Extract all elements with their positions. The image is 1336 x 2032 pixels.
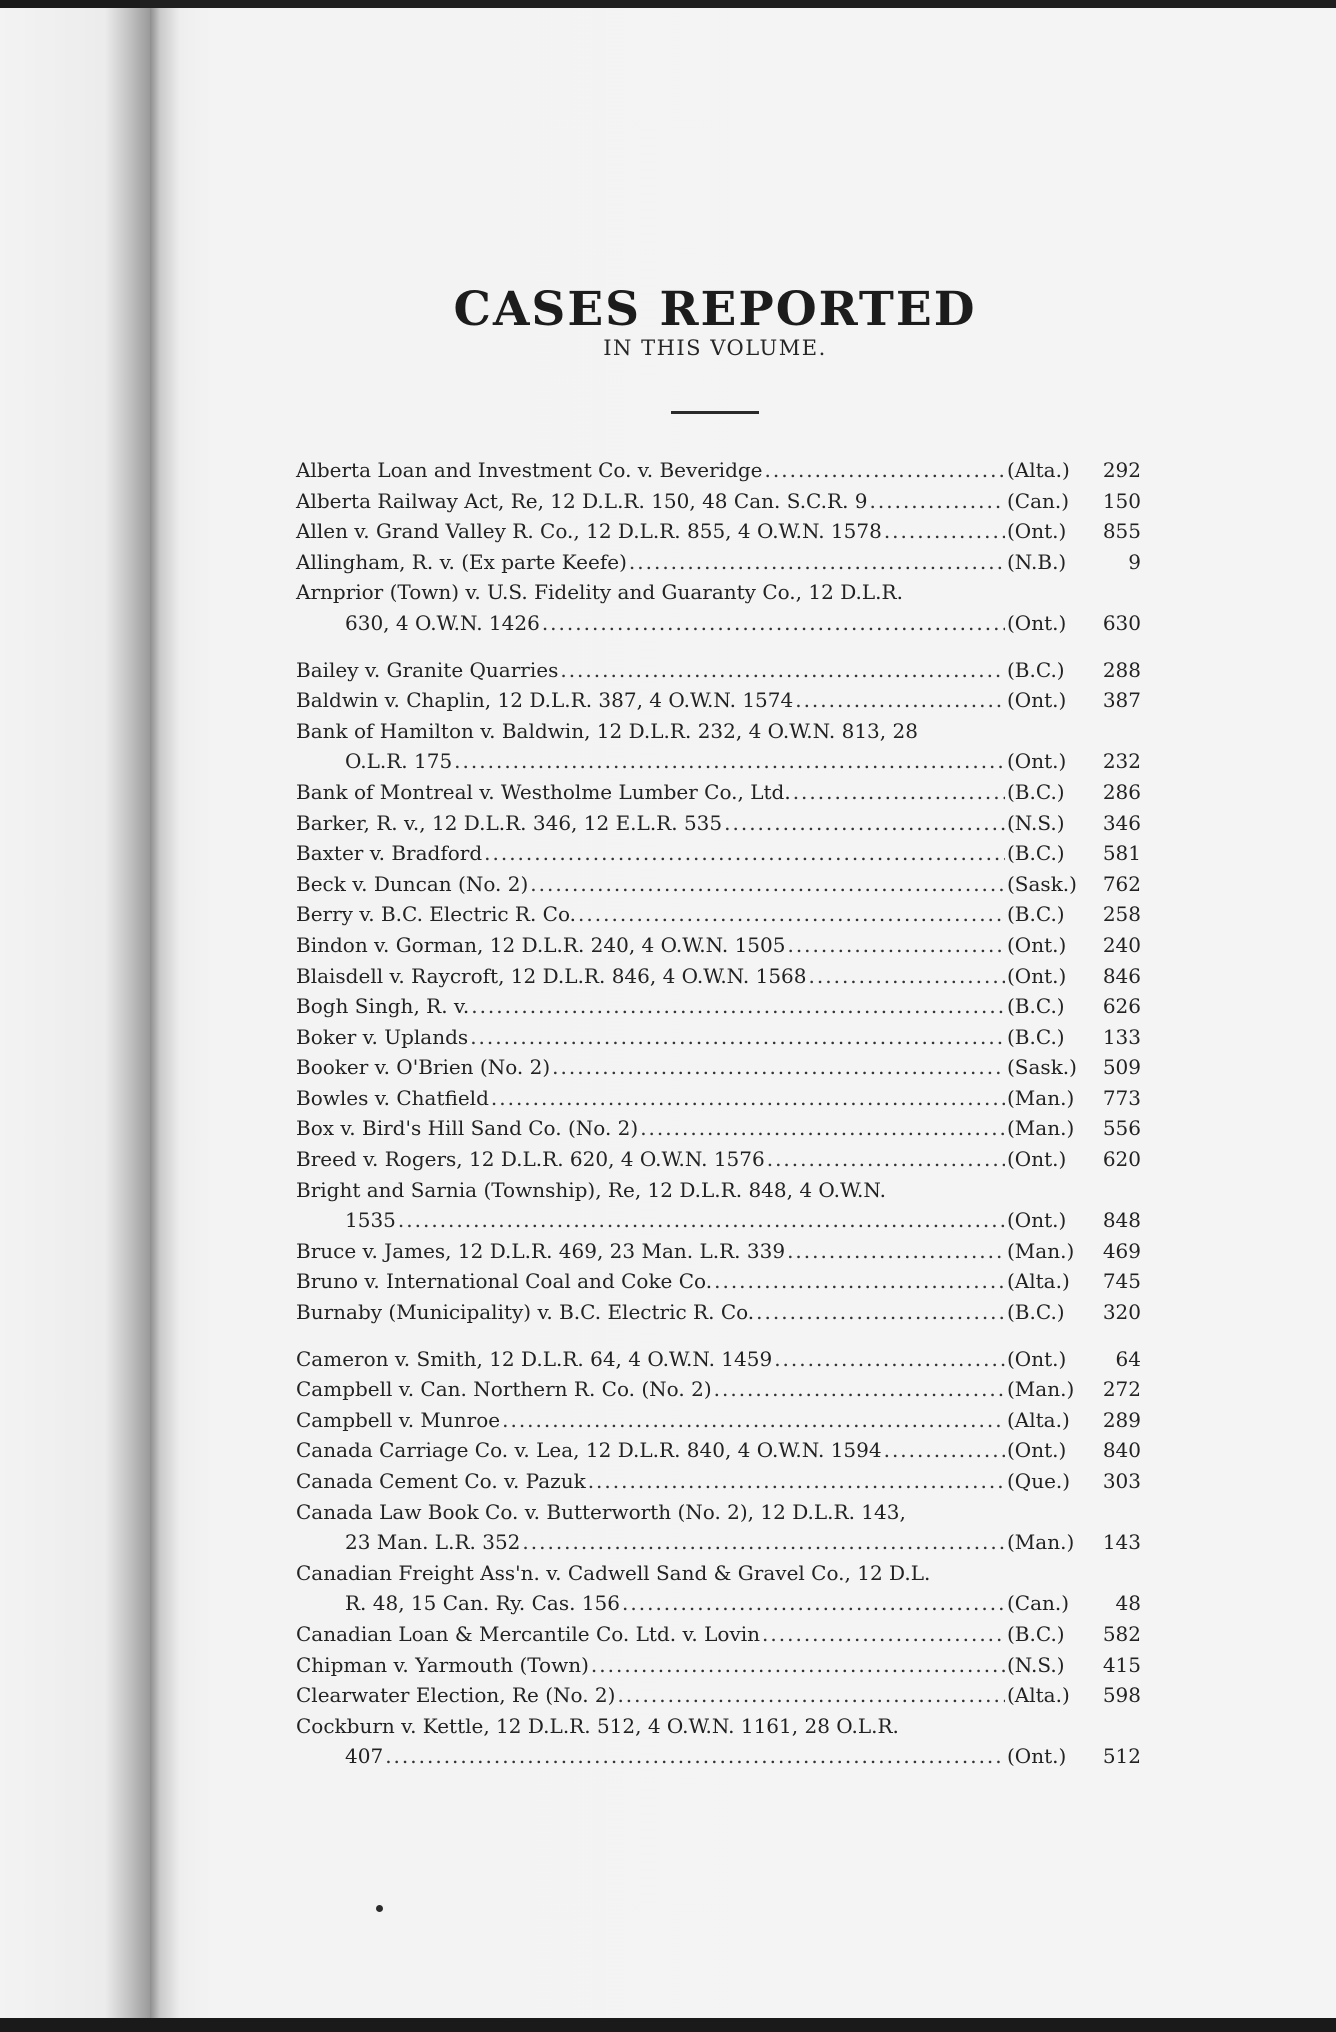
case-line [296, 899, 1141, 930]
court-abbrev: (Man.) [1007, 1377, 1075, 1402]
case-group [296, 1344, 1141, 1772]
dot-leader [809, 961, 1005, 992]
case-line [296, 1022, 1141, 1053]
case-line [296, 455, 1141, 486]
group-gap [296, 639, 1141, 655]
case-group [296, 655, 1141, 1328]
case-citation: Breed v. Rogers, 12 D.L.R. 620, 4 O.W.N. 1576 [296, 1147, 765, 1172]
court-abbrev: (N.S.) [1007, 1652, 1065, 1677]
dot-leader [884, 516, 1005, 547]
dot-leader [560, 655, 1005, 686]
page-number: 626 [1102, 994, 1141, 1019]
dot-leader [470, 1022, 1005, 1053]
dot-leader [591, 1650, 1005, 1681]
case-line [296, 930, 1141, 961]
page-number: 303 [1102, 1469, 1141, 1493]
case-citation: Clearwater Election, Re (No. 2) [296, 1683, 616, 1708]
dot-leader [765, 455, 1005, 486]
case-line [296, 608, 1141, 639]
case-citation: Blaisdell v. Raycroft, 12 D.L.R. 846, 4 O.W.N. 1568 [296, 963, 807, 988]
case-citation: Campbell v. Munroe [296, 1407, 501, 1432]
page-number: 232 [1102, 749, 1141, 774]
case-citation: Burnaby (Municipality) v. B.C. Electric R. Co. [296, 1300, 755, 1325]
case-entry [296, 547, 1141, 578]
case-citation: Canada Carriage Co. v. Lea, 12 D.L.R. 840, 4 O.W.N. 1594 [296, 1438, 882, 1463]
dot-leader [787, 1236, 1005, 1267]
case-citation: Canada Cement Co. v. Pazuk [296, 1469, 586, 1493]
case-line [296, 991, 1141, 1022]
page-number: 387 [1102, 688, 1141, 713]
case-line [296, 1344, 1141, 1375]
case-citation: Barker, R. v., 12 D.L.R. 346, 12 E.L.R. 535 [296, 810, 723, 835]
case-entry [296, 961, 1141, 992]
case-line [296, 1205, 1141, 1236]
case-citation: Alberta Loan and Investment Co. v. Beveridge [296, 458, 763, 482]
court-abbrev: (Alta.) [1007, 458, 1070, 482]
case-line [296, 1083, 1141, 1114]
case-citation: Canadian Freight Ass'n. v. Cadwell Sand & Gravel Co., 12 D.L. [296, 1560, 931, 1585]
dot-leader [385, 1741, 1005, 1772]
case-line [296, 1466, 1141, 1497]
dot-leader [870, 486, 1005, 517]
dot-leader [756, 1297, 1005, 1328]
case-citation: Bailey v. Granite Quarries [296, 657, 559, 682]
page-number: 272 [1102, 1377, 1141, 1402]
case-citation: Beck v. Duncan (No. 2) [296, 871, 529, 896]
case-citation: Bank of Hamilton v. Baldwin, 12 D.L.R. 232, 4 O.W.N. 813, 28 [296, 718, 918, 743]
case-line [296, 516, 1141, 547]
dot-leader [542, 608, 1005, 639]
case-entry [296, 1022, 1141, 1053]
case-entry [296, 1558, 1141, 1619]
case-line [296, 961, 1141, 992]
page-number: 288 [1102, 657, 1141, 682]
case-entry [296, 1083, 1141, 1114]
case-line [296, 547, 1141, 578]
case-line [296, 1741, 1141, 1772]
court-abbrev: (B.C.) [1007, 902, 1065, 927]
case-entry [296, 777, 1141, 808]
case-line [296, 486, 1141, 517]
case-line [296, 1052, 1141, 1083]
case-line [296, 1405, 1141, 1436]
court-abbrev: (Ont.) [1007, 1208, 1067, 1233]
case-line [296, 777, 1141, 808]
case-entry [296, 1711, 1141, 1772]
page-number: 581 [1102, 841, 1141, 866]
cases-list [296, 455, 1141, 1772]
case-citation: 630, 4 O.W.N. 1426 [345, 610, 540, 635]
court-abbrev: (Man.) [1007, 1238, 1075, 1263]
court-abbrev: (Ont.) [1007, 610, 1067, 635]
case-line [296, 685, 1141, 716]
case-entry [296, 1619, 1141, 1650]
case-citation: Berry v. B.C. Electric R. Co. [296, 902, 577, 927]
dot-leader [454, 746, 1005, 777]
court-abbrev: (Alta.) [1007, 1407, 1070, 1432]
case-citation: 407 [345, 1744, 384, 1769]
dot-leader [793, 777, 1005, 808]
dot-leader [617, 1680, 1005, 1711]
court-abbrev: (Ont.) [1007, 932, 1067, 957]
court-abbrev: (Alta.) [1007, 1269, 1070, 1294]
case-citation: Arnprior (Town) v. U.S. Fidelity and Guaranty Co., 12 D.L.R. [296, 580, 903, 605]
case-line [296, 1497, 1141, 1528]
dot-leader [787, 930, 1005, 961]
case-entry [296, 991, 1141, 1022]
case-citation: Allingham, R. v. (Ex parte Keefe) [296, 549, 627, 574]
dot-leader [588, 1466, 1005, 1497]
case-citation: 23 Man. L.R. 352 [345, 1530, 521, 1555]
court-abbrev: (Man.) [1007, 1530, 1075, 1555]
page-dot [376, 1905, 383, 1912]
page-number: 620 [1102, 1147, 1141, 1172]
case-citation: Box v. Bird's Hill Sand Co. (No. 2) [296, 1116, 639, 1141]
case-citation: R. 48, 15 Can. Ry. Cas. 156 [345, 1591, 621, 1616]
court-abbrev: (B.C.) [1007, 841, 1065, 866]
case-line [296, 1113, 1141, 1144]
dot-leader [767, 1144, 1005, 1175]
page-number: 762 [1102, 871, 1141, 896]
dot-leader [622, 1588, 1005, 1619]
case-line [296, 1558, 1141, 1589]
case-entry [296, 1405, 1141, 1436]
case-entry [296, 1497, 1141, 1558]
case-entry [296, 869, 1141, 900]
case-line [296, 1175, 1141, 1206]
page-number: 556 [1102, 1116, 1141, 1141]
case-entry [296, 899, 1141, 930]
case-entry [296, 1466, 1141, 1497]
court-abbrev: (Sask.) [1007, 1055, 1077, 1080]
case-line [296, 1711, 1141, 1742]
page-number: 598 [1102, 1683, 1141, 1708]
case-citation: Bowles v. Chatfield [296, 1085, 489, 1110]
title-divider [671, 411, 759, 414]
court-abbrev: (B.C.) [1007, 779, 1065, 804]
case-entry [296, 1052, 1141, 1083]
case-citation: Baxter v. Bradford [296, 841, 483, 866]
case-line [296, 1650, 1141, 1681]
case-entry [296, 1680, 1141, 1711]
case-line [296, 1588, 1141, 1619]
case-citation: Bank of Montreal v. Westholme Lumber Co., Ltd. [296, 779, 791, 804]
case-citation: Bruno v. International Coal and Coke Co. [296, 1269, 713, 1294]
dot-leader [795, 685, 1005, 716]
page-subtitle: IN THIS VOLUME. [603, 336, 827, 360]
page-number: 320 [1102, 1300, 1141, 1325]
case-entry [296, 1297, 1141, 1328]
case-citation: Allen v. Grand Valley R. Co., 12 D.L.R. 855, 4 O.W.N. 1578 [296, 519, 882, 544]
page-number: 240 [1102, 932, 1141, 957]
page-number: 773 [1102, 1085, 1141, 1110]
case-citation: Bindon v. Gorman, 12 D.L.R. 240, 4 O.W.N. 1505 [296, 932, 786, 957]
court-abbrev: (B.C.) [1007, 1300, 1065, 1325]
case-line [296, 655, 1141, 686]
page-number: 150 [1102, 488, 1141, 513]
case-citation: Booker v. O'Brien (No. 2) [296, 1055, 551, 1080]
case-line [296, 838, 1141, 869]
case-entry [296, 577, 1141, 638]
case-entry [296, 486, 1141, 517]
case-citation: Canada Law Book Co. v. Butterworth (No. 2), 12 D.L.R. 143, [296, 1499, 906, 1524]
dot-leader [491, 1083, 1005, 1114]
court-abbrev: (Man.) [1007, 1085, 1075, 1110]
case-citation: Bogh Singh, R. v. [296, 994, 470, 1019]
case-entry [296, 1435, 1141, 1466]
dot-leader [471, 991, 1005, 1022]
case-citation: Campbell v. Can. Northern R. Co. (No. 2) [296, 1377, 712, 1402]
court-abbrev: (Ont.) [1007, 963, 1067, 988]
case-entry [296, 1374, 1141, 1405]
case-line [296, 1680, 1141, 1711]
page-number: 346 [1102, 810, 1141, 835]
case-line [296, 1266, 1141, 1297]
case-entry [296, 808, 1141, 839]
page-number: 582 [1102, 1621, 1141, 1646]
case-line [296, 1297, 1141, 1328]
page-number: 64 [1115, 1346, 1141, 1371]
case-entry [296, 655, 1141, 686]
dot-leader [629, 547, 1005, 578]
page-number: 286 [1102, 779, 1141, 804]
case-citation: Boker v. Uplands [296, 1024, 469, 1049]
case-citation: Baldwin v. Chaplin, 12 D.L.R. 387, 4 O.W.N. 1574 [296, 688, 794, 713]
case-line [296, 1236, 1141, 1267]
court-abbrev: (Can.) [1007, 488, 1070, 513]
page-number: 848 [1102, 1208, 1141, 1233]
case-line [296, 1435, 1141, 1466]
case-entry [296, 716, 1141, 777]
dot-leader [640, 1113, 1005, 1144]
page-number: 133 [1102, 1024, 1141, 1049]
court-abbrev: (Que.) [1007, 1469, 1071, 1493]
page-number: 512 [1102, 1744, 1141, 1769]
court-abbrev: (B.C.) [1007, 1621, 1065, 1646]
court-abbrev: (Ont.) [1007, 1147, 1067, 1172]
case-line [296, 1374, 1141, 1405]
court-abbrev: (Ont.) [1007, 749, 1067, 774]
dot-leader [714, 1266, 1005, 1297]
court-abbrev: (N.S.) [1007, 810, 1065, 835]
case-entry [296, 930, 1141, 961]
court-abbrev: (Ont.) [1007, 1346, 1067, 1371]
case-citation: Cameron v. Smith, 12 D.L.R. 64, 4 O.W.N. 1459 [296, 1346, 773, 1371]
case-entry [296, 1144, 1141, 1175]
dot-leader [774, 1344, 1005, 1375]
case-entry [296, 1650, 1141, 1681]
court-abbrev: (Ont.) [1007, 1438, 1067, 1463]
case-line [296, 1527, 1141, 1558]
page-number: 143 [1102, 1530, 1141, 1555]
case-line [296, 746, 1141, 777]
court-abbrev: (B.C.) [1007, 657, 1065, 682]
case-entry [296, 1175, 1141, 1236]
page-number: 289 [1102, 1407, 1141, 1432]
page-number: 9 [1128, 549, 1141, 574]
page-number: 840 [1102, 1438, 1141, 1463]
case-entry [296, 516, 1141, 547]
page-number: 48 [1115, 1591, 1141, 1616]
page-number: 630 [1102, 610, 1141, 635]
top-edge [140, 0, 1336, 8]
case-citation: Chipman v. Yarmouth (Town) [296, 1652, 589, 1677]
page-number: 292 [1102, 458, 1141, 482]
court-abbrev: (Ont.) [1007, 519, 1067, 544]
court-abbrev: (Alta.) [1007, 1683, 1070, 1708]
case-citation: O.L.R. 175 [345, 749, 453, 774]
case-line [296, 1144, 1141, 1175]
court-abbrev: (Ont.) [1007, 688, 1067, 713]
dot-leader [522, 1527, 1005, 1558]
court-abbrev: (Man.) [1007, 1116, 1075, 1141]
case-entry [296, 1236, 1141, 1267]
court-abbrev: (B.C.) [1007, 1024, 1065, 1049]
page-number: 846 [1102, 963, 1141, 988]
case-citation: Bright and Sarnia (Township), Re, 12 D.L.R. 848, 4 O.W.N. [296, 1177, 886, 1202]
page-number: 855 [1102, 519, 1141, 544]
page-number: 258 [1102, 902, 1141, 927]
case-line [296, 716, 1141, 747]
case-line [296, 577, 1141, 608]
page-number: 509 [1102, 1055, 1141, 1080]
court-abbrev: (B.C.) [1007, 994, 1065, 1019]
court-abbrev: (N.B.) [1007, 549, 1067, 574]
case-entry [296, 838, 1141, 869]
case-group [296, 455, 1141, 639]
dot-leader [530, 869, 1005, 900]
case-entry [296, 1266, 1141, 1297]
court-abbrev: (Can.) [1007, 1591, 1070, 1616]
dot-leader [502, 1405, 1005, 1436]
dot-leader [398, 1205, 1005, 1236]
case-citation: Alberta Railway Act, Re, 12 D.L.R. 150, 48 Can. S.C.R. 9 [296, 488, 868, 513]
page-title: CASES REPORTED [453, 282, 977, 337]
dot-leader [714, 1374, 1005, 1405]
case-citation: 1535 [345, 1208, 396, 1233]
case-line [296, 869, 1141, 900]
group-gap [296, 1328, 1141, 1344]
dot-leader [762, 1619, 1005, 1650]
case-entry [296, 685, 1141, 716]
page-number: 415 [1102, 1652, 1141, 1677]
case-entry [296, 455, 1141, 486]
case-entry [296, 1113, 1141, 1144]
page-number: 745 [1102, 1269, 1141, 1294]
dot-leader [724, 808, 1005, 839]
dot-leader [552, 1052, 1005, 1083]
case-citation: Canadian Loan & Mercantile Co. Ltd. v. Lovin [296, 1621, 761, 1646]
case-citation: Cockburn v. Kettle, 12 D.L.R. 512, 4 O.W.N. 1161, 28 O.L.R. [296, 1713, 899, 1738]
dot-leader [884, 1435, 1005, 1466]
case-entry [296, 1344, 1141, 1375]
dot-leader [484, 838, 1005, 869]
case-line [296, 1619, 1141, 1650]
case-line [296, 808, 1141, 839]
page-number: 469 [1102, 1238, 1141, 1263]
court-abbrev: (Ont.) [1007, 1744, 1067, 1769]
dot-leader [578, 899, 1005, 930]
court-abbrev: (Sask.) [1007, 871, 1077, 896]
case-citation: Bruce v. James, 12 D.L.R. 469, 23 Man. L.R. 339 [296, 1238, 786, 1263]
